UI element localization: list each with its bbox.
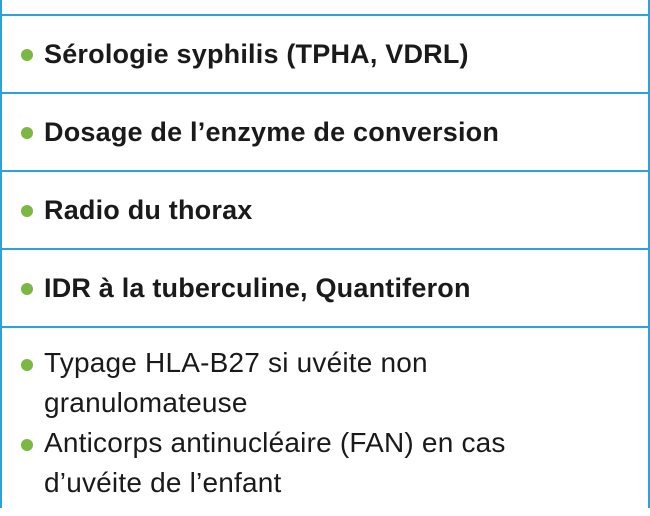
table-row-list: [2, 328, 648, 508]
list-item: [21, 423, 648, 503]
table-top-cell: [2, 0, 648, 16]
green-bullet-icon: [21, 49, 33, 61]
green-bullet-icon: [21, 283, 33, 295]
list-item-text: Anticorps antinucléaire (FAN) en cas d’uvéite de l’enfant: [44, 427, 506, 498]
row-text: Radio du thorax: [44, 195, 253, 225]
table-row: [2, 94, 648, 172]
list-item: [21, 343, 648, 423]
table-row: [2, 16, 648, 94]
row-text: Sérologie syphilis (TPHA, VDRL): [44, 39, 469, 69]
green-bullet-icon: [21, 359, 33, 371]
table-row: [2, 172, 648, 250]
green-bullet-icon: [21, 205, 33, 217]
row-text: Dosage de l’enzyme de conversion: [44, 117, 500, 147]
table-row: [2, 250, 648, 328]
green-bullet-icon: [21, 127, 33, 139]
row-text: IDR à la tuberculine, Quantiferon: [44, 273, 471, 303]
list-item-text: Typage HLA-B27 si uvéite non granulomateuse: [44, 347, 428, 418]
green-bullet-icon: [21, 439, 33, 451]
